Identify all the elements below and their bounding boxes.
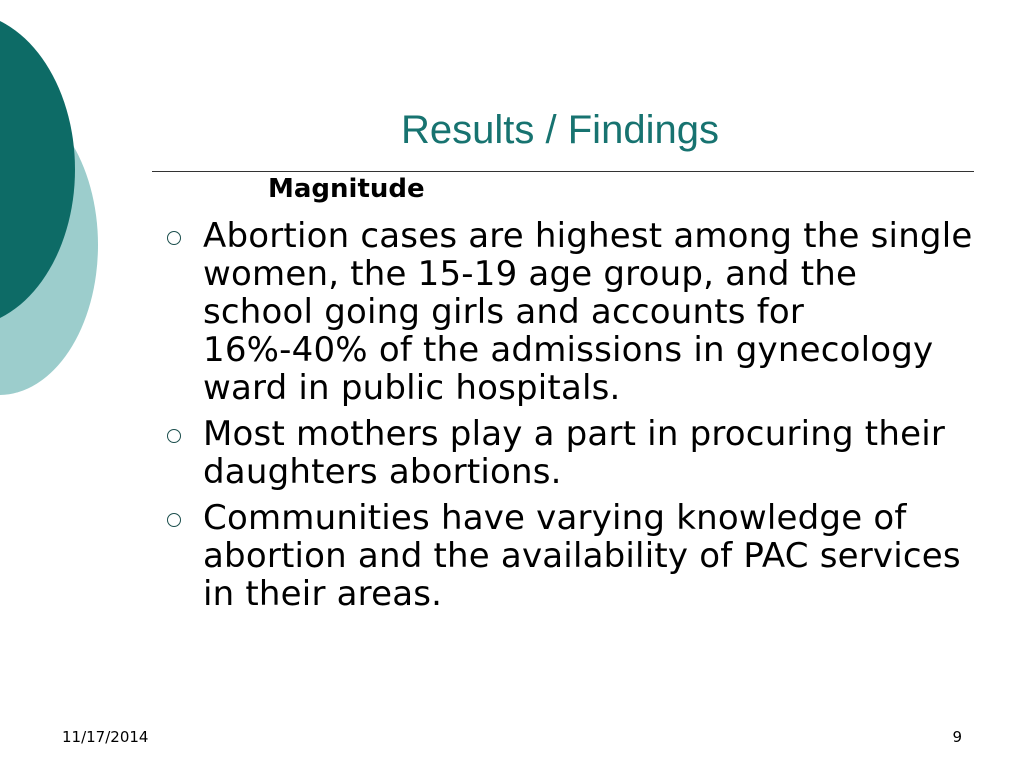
bullet-list — [165, 217, 975, 621]
hollow-circle-bullet-icon — [167, 513, 181, 527]
bullet-item — [165, 499, 975, 613]
bullet-item — [165, 217, 975, 407]
bullet-item — [165, 415, 975, 491]
section-subheading: Magnitude — [268, 174, 425, 204]
bullet-text: Most mothers play a part in procuring their daughters abortions. — [203, 414, 946, 492]
footer-date: 11/17/2014 — [62, 728, 149, 746]
hollow-circle-bullet-icon — [167, 429, 181, 443]
footer-page-number: 9 — [952, 728, 962, 746]
slide-title: Results / Findings — [401, 108, 719, 152]
bullet-text: Communities have varying knowledge of abortion and the availability of PAC services in their areas. — [203, 498, 961, 614]
bullet-text: Abortion cases are highest among the single women, the 15-19 age group, and the school going girls and accounts for 16%-40% of the admissions in gynecology ward in public hospitals. — [203, 216, 973, 408]
hollow-circle-bullet-icon — [167, 231, 181, 245]
